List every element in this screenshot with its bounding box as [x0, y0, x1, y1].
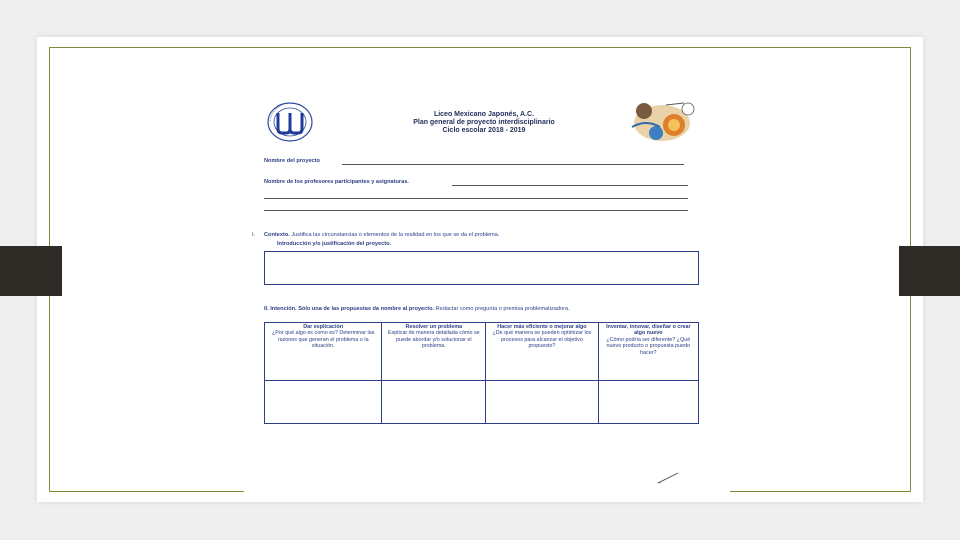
- intent-col-1-title: Dar explicación: [303, 324, 344, 330]
- intent-blank-cell-3: [486, 381, 598, 424]
- section-1-text: Justifica las circunstancias o elementos de la realidad en los que se da el problema.: [291, 232, 500, 238]
- intent-col-2-body: Explicar de manera detallada cómo se puede abordar y/o solucionar el problema.: [387, 330, 480, 350]
- intent-col-2: [382, 323, 486, 381]
- intent-table: [264, 322, 699, 424]
- section-1-heading: [264, 232, 499, 238]
- intent-blank-row: [265, 381, 699, 424]
- section-1-subtitle: [277, 241, 391, 247]
- project-name-line: [342, 164, 684, 165]
- section-2-text-bold: Sólo una de las propuestas da nombre al proyecto.: [298, 306, 435, 312]
- section-2-heading: [264, 306, 570, 312]
- intent-blank-cell-2: [382, 381, 486, 424]
- intent-col-4-title: Inventar, innovar, diseñar o crear algo nuevo: [606, 324, 691, 337]
- intent-col-3: [486, 323, 598, 381]
- section-2-text: Redactar como pregunta o premisa problematizadora.: [435, 306, 570, 312]
- left-dark-tab: [0, 246, 62, 296]
- teachers-line-2: [264, 198, 688, 199]
- intent-blank-cell-1: [265, 381, 382, 424]
- intent-col-1: [265, 323, 382, 381]
- section-1-numeral: I.: [252, 232, 256, 238]
- intent-col-4: [598, 323, 698, 381]
- header-line-2: Plan general de proyecto interdisciplinario: [413, 119, 555, 126]
- project-name-label: Nombre del proyecto: [264, 158, 320, 164]
- section-1-title: Contexto.: [264, 232, 290, 238]
- context-box: [264, 251, 699, 285]
- header-line-1: Liceo Mexicano Japonés, A.C.: [433, 111, 535, 118]
- section-1-subtitle-text: Introducción y/o justificación del proyecto.: [277, 241, 392, 247]
- intent-col-3-title: Hacer más eficiente o mejorar algo: [497, 324, 587, 330]
- teachers-line-3: [264, 210, 688, 211]
- section-2-title: II. Intención.: [264, 306, 297, 312]
- school-seal-logo: [266, 101, 316, 143]
- teachers-label: Nombre de los profesores participantes y asignaturas.: [264, 179, 409, 185]
- intent-col-2-title: Resolver un problema: [405, 324, 463, 330]
- intent-col-1-body: ¿Por qué algo es como es? Determinar las razones que generan el problema o la situación.: [271, 330, 375, 350]
- right-dark-tab: [899, 246, 960, 296]
- intent-header-row: [265, 323, 699, 381]
- decorative-illustration-logo: [626, 97, 702, 145]
- pen-stroke-mark: [656, 471, 680, 485]
- intent-col-4-body: ¿Cómo podría ser diferente? ¿Qué nuevo producto o propuesta puedo hacer?: [606, 336, 691, 356]
- teachers-line-1: [452, 185, 688, 186]
- header-line-3: Ciclo escolar 2018 - 2019: [442, 127, 526, 134]
- intent-col-3-body: ¿De qué manera se pueden optimizar los procesos para alcanzar el objetivo propuesto?: [492, 330, 592, 350]
- document-image: [244, 93, 730, 495]
- intent-blank-cell-4: [598, 381, 698, 424]
